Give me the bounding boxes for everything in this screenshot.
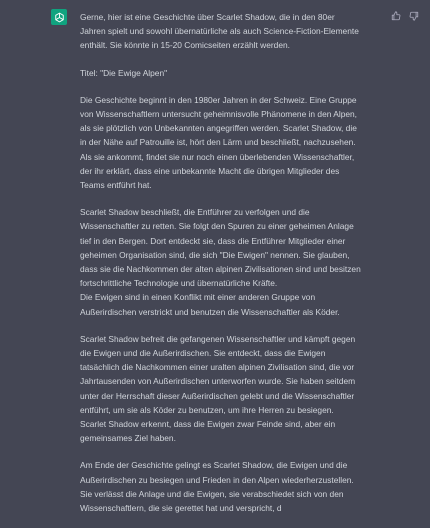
- paragraph-title: Titel: "Die Ewige Alpen": [80, 67, 168, 78]
- thumbs-down-icon[interactable]: [408, 10, 420, 22]
- thumbs-up-icon[interactable]: [390, 10, 402, 22]
- paragraph-story-2: Scarlet Shadow beschließt, die Entführer zu verfolgen und die Wissenschaftler zu retten. Sie folgt den Spuren zu einer geheimen Anlage tief in den Bergen. Dort entdeckt sie, dass die Entführer Mitglieder einer geheimen Organisation sind, die sich "Die Ewigen" nennen. Sie glauben, dass sie die Nachkommen der alten alpinen Zivilisationen sind und besitzen fortschrittliche Technologie und übernatürliche Kräfte. Die Ewigen sind in einen Konflikt mit einer anderen Gruppe von Außerirdischen verstrickt und benutzen die Wissenschaftler als Köder.: [80, 207, 361, 317]
- openai-logo-icon: [51, 9, 67, 25]
- message-content: [80, 10, 362, 528]
- paragraph-story-4: Am Ende der Geschichte gelingt es Scarlet Shadow, die Ewigen und die Außerirdischen zu besiegen und Frieden in den Alpen wiederherzustellen. Sie verlässt die Anlage und die Ewigen, sie verabschiedet sich von den Wissenschaftlern, die sie gerettet hat und verspricht, d: [80, 460, 354, 514]
- paragraph-intro: Gerne, hier ist eine Geschichte über Scarlet Shadow, die in den 80er Jahren spielt und sowohl übernatürliche als auch Science-Fiction-Elemente enthält. Sie könnte in 15-20 Comicseiten erzählt werden.: [80, 12, 359, 51]
- feedback-actions: [390, 10, 420, 22]
- paragraph-story-3: Scarlet Shadow befreit die gefangenen Wissenschaftler und kämpft gegen die Ewigen und die Außerirdischen. Sie entdeckt, dass die Ewigen tatsächlich die Nachkommen einer uralten alpinen Zivilisation sind, die vor Jahrtausenden von Außerirdischen unterworfen wurde. Sie haben seitdem unter der Herrschaft dieser Außerirdischen gelebt und die Wissenschaftler entführt, um sie als Köder zu benutzen, um ihre Herren zu besiegen. Scarlet Shadow erkennt, dass die Ewigen zwar Feinde sind, aber ein gemeinsames Ziel haben.: [80, 333, 356, 444]
- paragraph-story-1: Die Geschichte beginnt in den 1980er Jahren in der Schweiz. Eine Gruppe von Wissenschaftlern untersucht geheimnisvolle Phänomene in den Alpen, als sie plötzlich von Unbekannten angegriffen werden. Scarlet Shadow, die in der Nähe auf Patrouille ist, hört den Lärm und beschließt, nachzusehen. Als sie ankommt, findet sie nur noch einen überlebenden Wissenschaftler, der ihr erklärt, dass eine unbekannte Macht die übrigen Mitglieder des Teams entführt hat.: [80, 94, 358, 191]
